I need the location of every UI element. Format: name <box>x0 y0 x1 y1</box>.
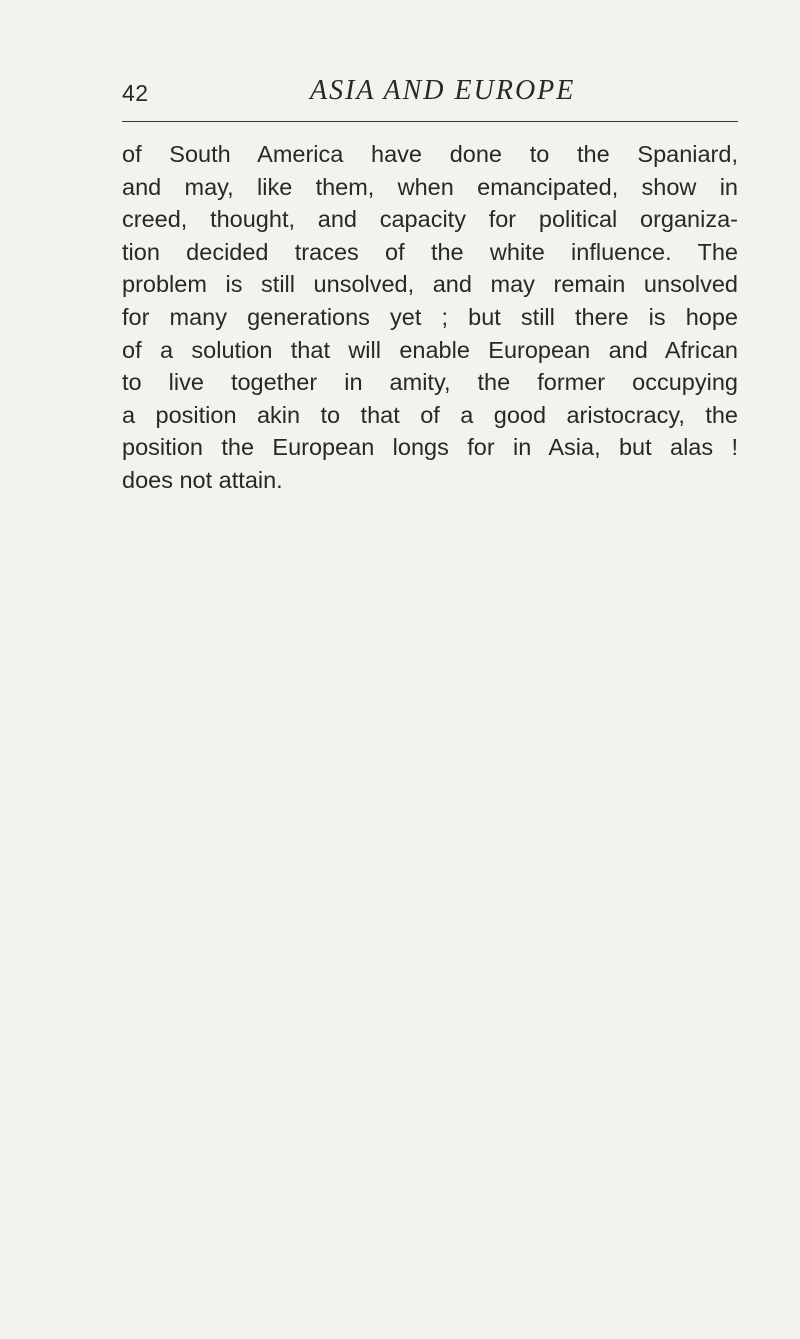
text-line: does not attain. <box>122 466 283 493</box>
text-line: of South America have done to the Spaniard, <box>122 141 738 167</box>
text-line: problem is still unsolved, and may remain unsolved <box>122 271 738 298</box>
running-head: ASIA AND EUROPE <box>310 75 576 106</box>
text-line: a position akin to that of a good aristocracy, the <box>122 401 738 428</box>
text-line: for many generations yet ; but still there is hope <box>122 303 738 330</box>
body-paragraph <box>122 138 738 497</box>
text-line: creed, thought, and capacity for political organiza- <box>122 206 738 233</box>
text-line: tion decided traces of the white influence. The <box>122 238 738 265</box>
page-number: 42 <box>122 80 149 106</box>
text-line: to live together in amity, the former occupying <box>122 369 738 396</box>
header-rule <box>122 121 738 122</box>
text-line: position the European longs for in Asia, but alas ! <box>122 434 738 461</box>
text-line: of a solution that will enable European and African <box>122 336 738 363</box>
text-line: and may, like them, when emancipated, show in <box>122 173 738 200</box>
page-header <box>122 66 738 116</box>
